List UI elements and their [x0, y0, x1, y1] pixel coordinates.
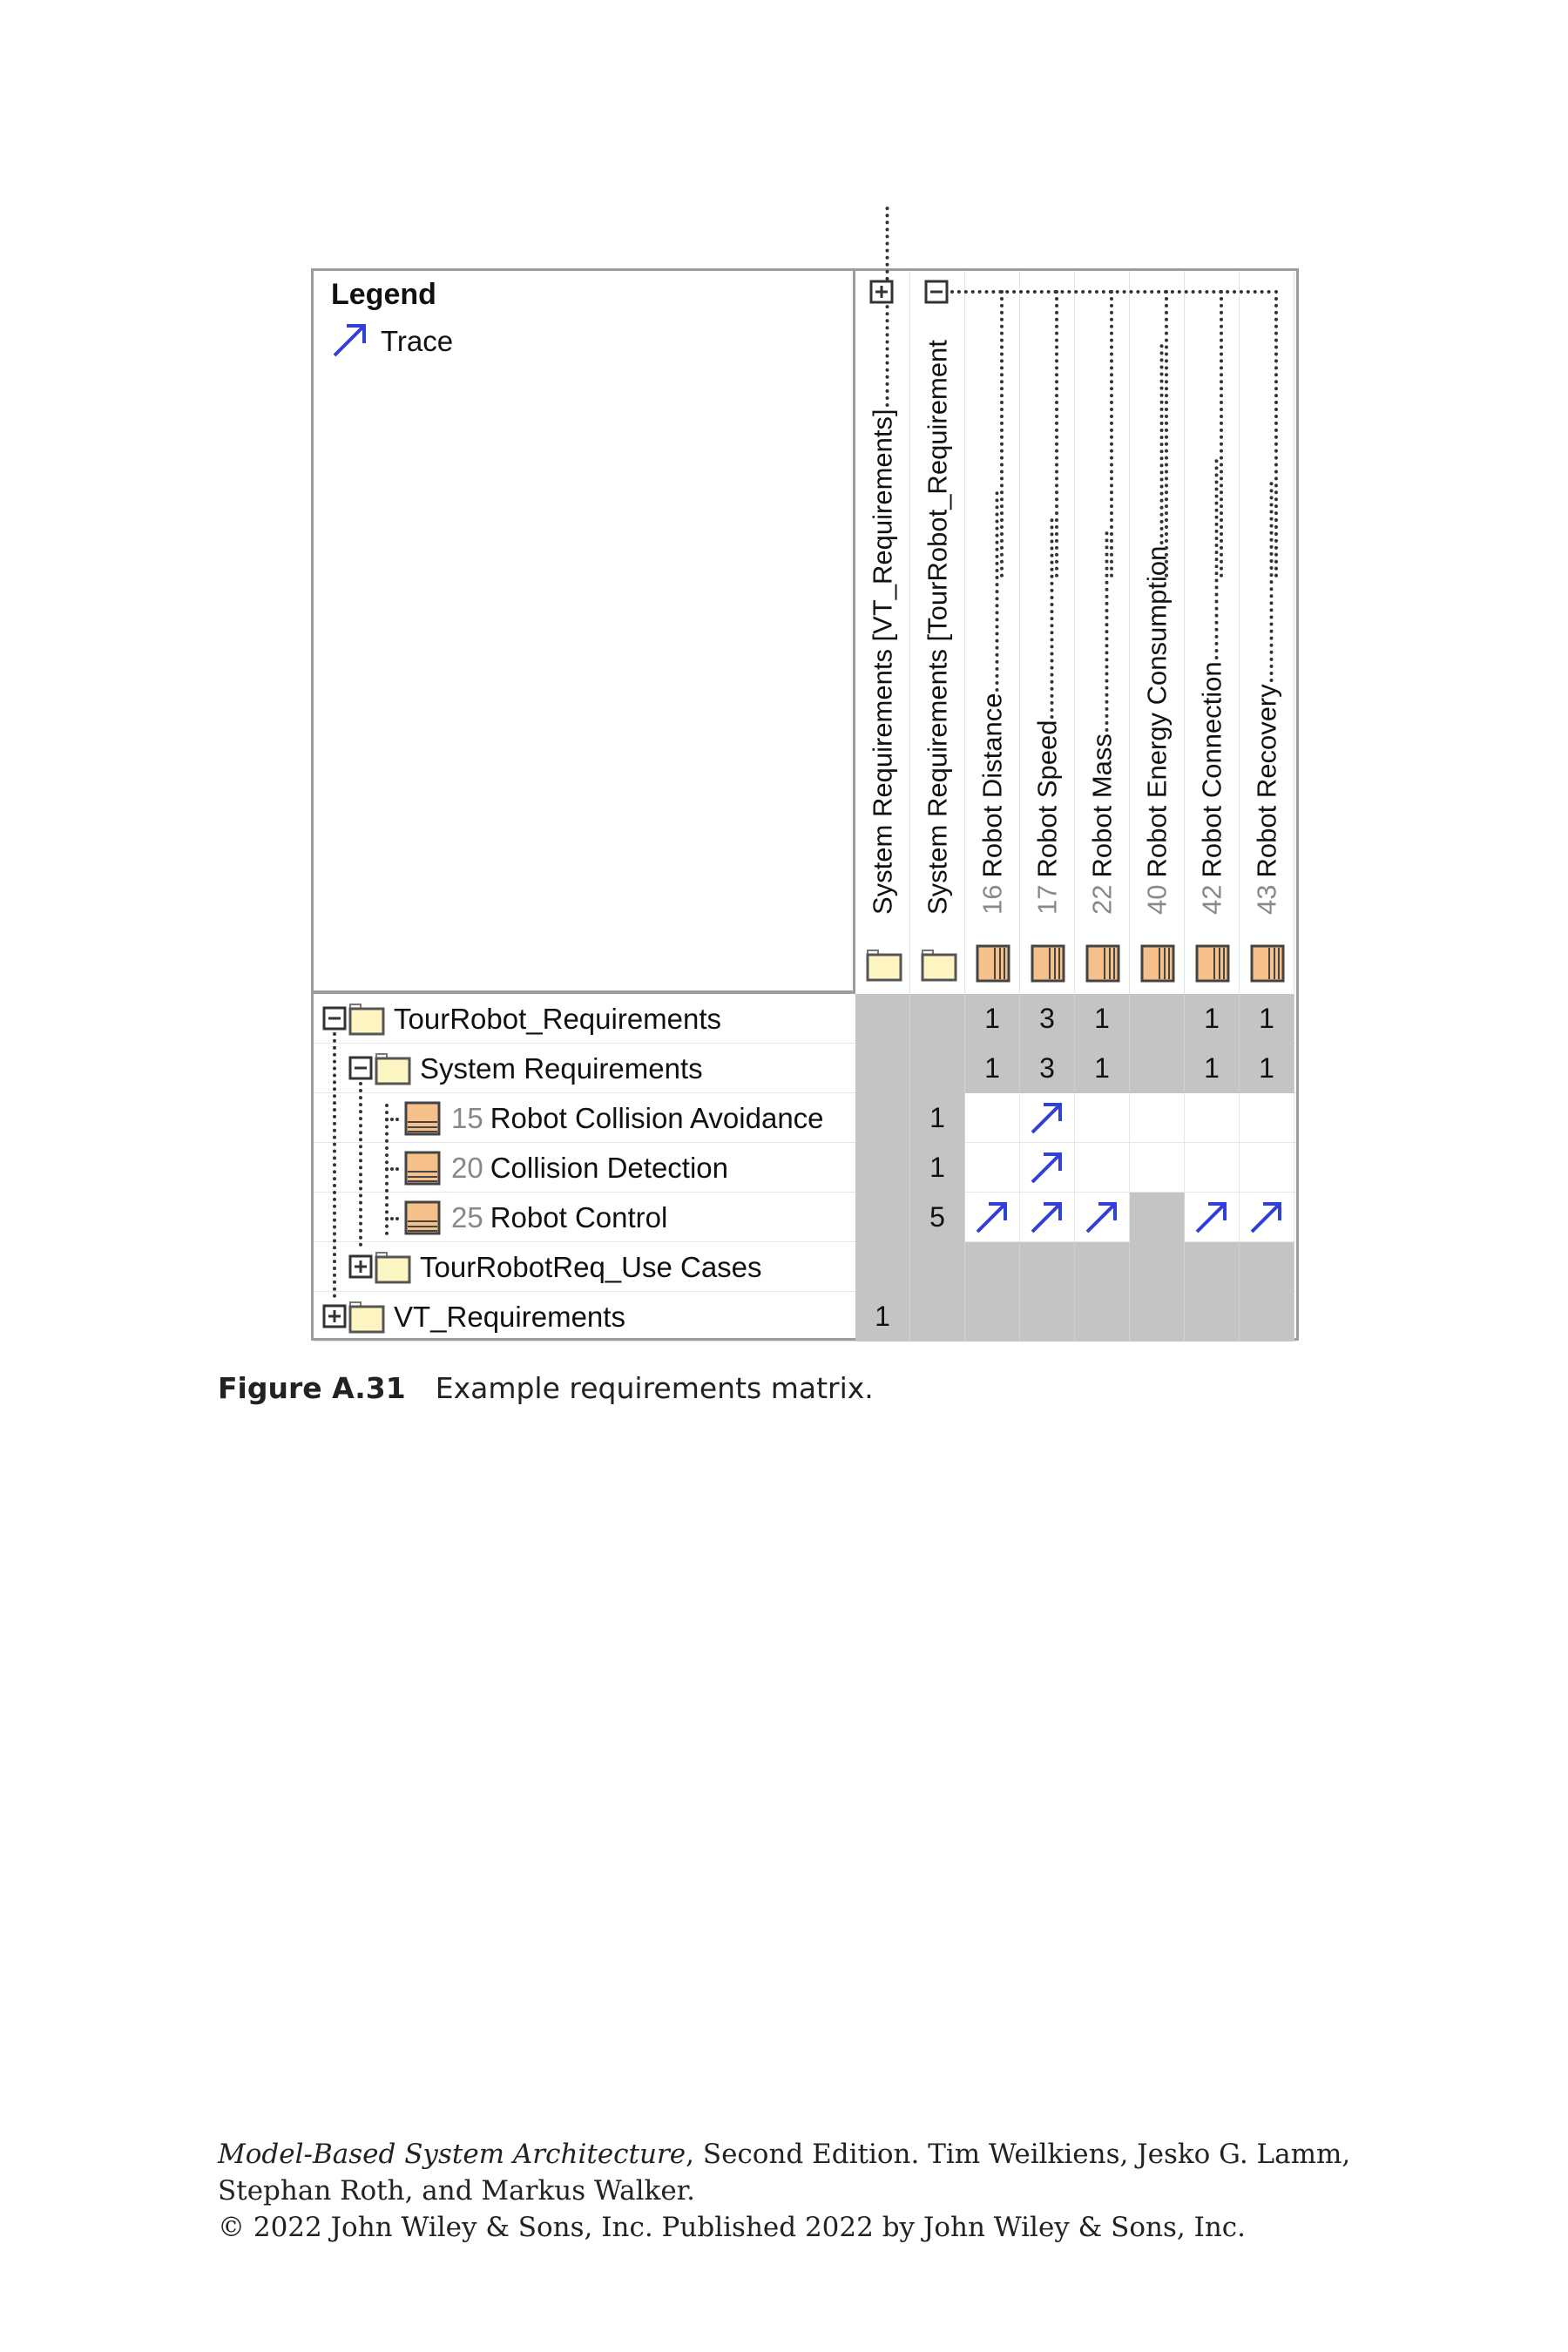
row-label	[394, 994, 721, 1044]
trace-arrow-icon	[331, 321, 369, 359]
matrix-cell[interactable]	[1240, 1143, 1294, 1193]
matrix-row[interactable]	[314, 1143, 1296, 1193]
matrix-row[interactable]	[314, 1044, 1296, 1093]
requirement-icon	[1250, 944, 1285, 983]
row-label	[394, 1292, 625, 1342]
matrix-cell[interactable]	[1185, 1044, 1240, 1093]
requirement-icon	[404, 1200, 441, 1235]
requirement-number: 22	[1086, 884, 1118, 915]
tree-connector	[1264, 482, 1273, 682]
requirement-number: 15	[451, 1102, 483, 1134]
matrix-cell[interactable]	[910, 1093, 965, 1143]
matrix-cell[interactable]	[1130, 1093, 1185, 1143]
cell-count: 1	[984, 1052, 1000, 1084]
folder-icon	[921, 948, 959, 983]
matrix-cell[interactable]	[1075, 1143, 1130, 1193]
matrix-row[interactable]	[314, 1242, 1296, 1292]
matrix-cell[interactable]	[1240, 994, 1294, 1044]
column-label: Robot Mass	[1086, 733, 1118, 878]
trace-arrow-icon	[1193, 1199, 1230, 1235]
cell-count: 1	[1204, 1052, 1220, 1084]
folder-icon	[866, 948, 904, 983]
row-tree-connector	[385, 1217, 399, 1220]
matrix-cell[interactable]	[1020, 1093, 1075, 1143]
column-header-c8[interactable]	[1240, 271, 1294, 994]
column-header-c1[interactable]	[855, 271, 910, 994]
matrix-cell[interactable]	[855, 994, 910, 1044]
requirement-number: 25	[451, 1201, 483, 1233]
requirement-icon	[976, 944, 1010, 983]
column-header-c7[interactable]	[1185, 271, 1240, 994]
row-label-text: Collision Detection	[490, 1152, 729, 1184]
column-tree-connector	[1165, 290, 1168, 578]
column-label: System Requirements [TourRobot_Requirement	[922, 340, 953, 915]
requirements-matrix	[311, 268, 1299, 1341]
tree-connector	[1209, 459, 1218, 659]
column-icon-wrapper	[1140, 944, 1175, 987]
requirement-icon	[404, 1101, 441, 1136]
matrix-row[interactable]	[314, 1093, 1296, 1143]
matrix-cell[interactable]	[855, 1193, 910, 1242]
matrix-cell[interactable]	[1075, 994, 1130, 1044]
row-label	[451, 1143, 728, 1193]
matrix-cell[interactable]	[965, 1292, 1020, 1342]
column-tree-connector	[1274, 290, 1278, 578]
legend-trace-label: Trace	[381, 325, 454, 357]
matrix-cell[interactable]	[855, 1242, 910, 1292]
matrix-cell[interactable]	[855, 1143, 910, 1193]
trace-arrow-icon	[1029, 1149, 1065, 1186]
column-tree-connector	[1220, 290, 1223, 578]
column-header-text	[1086, 531, 1118, 915]
matrix-cell[interactable]	[965, 1093, 1020, 1143]
matrix-cell[interactable]	[1075, 1242, 1130, 1292]
matrix-cell[interactable]	[910, 1143, 965, 1193]
matrix-row[interactable]	[314, 994, 1296, 1044]
matrix-cell[interactable]	[1020, 1242, 1075, 1292]
cell-count: 1	[1204, 1003, 1220, 1034]
caption-text: Example requirements matrix.	[435, 1371, 874, 1405]
folder-icon	[348, 1300, 387, 1335]
collapse-icon[interactable]	[924, 280, 949, 304]
requirement-number: 20	[451, 1152, 483, 1184]
requirement-number: 16	[977, 884, 1008, 915]
tree-connector	[1044, 518, 1053, 719]
collapse-icon[interactable]	[348, 1056, 373, 1080]
column-header-text	[924, 340, 951, 915]
matrix-cell[interactable]	[1020, 1143, 1075, 1193]
figure-caption	[218, 1371, 874, 1405]
row-label	[420, 1242, 762, 1292]
matrix-cell[interactable]	[1020, 994, 1075, 1044]
requirement-number: 42	[1196, 884, 1227, 915]
footer-line3: © 2022 John Wiley & Sons, Inc. Published 2022 by John Wiley & Sons, Inc.	[218, 2212, 1247, 2243]
legend-panel	[314, 271, 855, 994]
cell-count: 5	[929, 1201, 945, 1233]
column-header-c5[interactable]	[1075, 271, 1130, 994]
matrix-cell[interactable]	[1185, 1292, 1240, 1342]
tree-connector	[880, 206, 889, 407]
trace-arrow-icon	[1248, 1199, 1285, 1235]
column-header-c3[interactable]	[965, 271, 1020, 994]
cell-count: 1	[929, 1152, 945, 1183]
cell-count: 1	[1094, 1052, 1110, 1084]
matrix-row[interactable]	[314, 1193, 1296, 1242]
matrix-cell[interactable]	[910, 1292, 965, 1342]
row-label-text: System Requirements	[420, 1052, 703, 1085]
matrix-cell[interactable]	[1240, 1044, 1294, 1093]
cell-count: 1	[984, 1003, 1000, 1034]
legend-title: Legend	[331, 278, 436, 311]
matrix-cell[interactable]	[1130, 1143, 1185, 1193]
matrix-cell[interactable]	[965, 1242, 1020, 1292]
row-label	[420, 1044, 703, 1093]
expand-icon[interactable]	[869, 280, 894, 304]
column-label: Robot Energy Consumption	[1141, 545, 1173, 878]
column-icon-wrapper	[1085, 944, 1120, 987]
cell-count: 1	[1259, 1003, 1274, 1034]
cell-count: 1	[1094, 1003, 1110, 1034]
row-tree-connector	[359, 1082, 362, 1247]
column-header-c4[interactable]	[1020, 271, 1075, 994]
matrix-cell[interactable]	[1185, 1143, 1240, 1193]
row-tree-connector	[333, 1032, 336, 1298]
matrix-cell[interactable]	[1020, 1193, 1075, 1242]
requirement-icon	[1031, 944, 1065, 983]
column-header-c2[interactable]	[910, 271, 965, 994]
matrix-cell[interactable]	[1075, 1044, 1130, 1093]
column-header-text	[869, 206, 896, 915]
trace-arrow-icon	[974, 1199, 1010, 1235]
trace-arrow-icon	[1029, 1099, 1065, 1136]
column-tree-connector	[1055, 290, 1058, 578]
matrix-cell[interactable]	[910, 1193, 965, 1242]
matrix-cell[interactable]	[1185, 1242, 1240, 1292]
matrix-cell[interactable]	[855, 1044, 910, 1093]
column-header-c6[interactable]	[1130, 271, 1185, 994]
requirement-number: 17	[1031, 884, 1063, 915]
column-icon-wrapper	[976, 944, 1010, 987]
expand-icon[interactable]	[322, 1304, 347, 1328]
tree-connector	[990, 491, 998, 692]
matrix-cell[interactable]	[965, 994, 1020, 1044]
matrix-cell[interactable]	[1130, 994, 1185, 1044]
expand-icon[interactable]	[348, 1254, 373, 1279]
matrix-cell[interactable]	[1185, 1193, 1240, 1242]
matrix-cell[interactable]	[910, 1044, 965, 1093]
matrix-cell[interactable]	[855, 1093, 910, 1143]
requirement-icon	[1140, 944, 1175, 983]
cell-count: 1	[875, 1301, 890, 1332]
matrix-cell[interactable]	[910, 1242, 965, 1292]
requirement-number: 40	[1141, 884, 1173, 915]
column-icon-wrapper	[1031, 944, 1065, 987]
cell-count: 1	[1259, 1052, 1274, 1084]
cell-count: 3	[1039, 1052, 1055, 1084]
folder-icon	[348, 1002, 387, 1037]
matrix-cell[interactable]	[965, 1044, 1020, 1093]
matrix-cell[interactable]	[1130, 1193, 1185, 1242]
matrix-cell[interactable]	[1130, 1044, 1185, 1093]
folder-icon	[375, 1250, 413, 1285]
row-label	[451, 1093, 824, 1143]
matrix-cell[interactable]	[1130, 1242, 1185, 1292]
collapse-icon[interactable]	[322, 1006, 347, 1031]
column-icon-wrapper	[1250, 944, 1285, 987]
row-label-text: Robot Control	[490, 1201, 668, 1233]
row-label-text: VT_Requirements	[394, 1301, 625, 1333]
column-tree-connector	[1000, 290, 1004, 578]
row-label	[451, 1193, 667, 1242]
matrix-cell[interactable]	[1240, 1093, 1294, 1143]
matrix-cell[interactable]	[1075, 1193, 1130, 1242]
column-label: Robot Recovery	[1251, 684, 1282, 878]
requirement-number: 43	[1251, 884, 1282, 915]
tree-connector	[1154, 344, 1163, 544]
requirement-icon	[404, 1151, 441, 1186]
column-tree-connector	[1110, 290, 1113, 578]
row-label-text: TourRobotReq_Use Cases	[420, 1251, 762, 1283]
matrix-row[interactable]	[314, 1292, 1296, 1342]
matrix-cell[interactable]	[1020, 1292, 1075, 1342]
requirement-icon	[1195, 944, 1230, 983]
book-title: Model-Based System Architecture	[218, 2139, 686, 2170]
column-label: Robot Connection	[1196, 661, 1227, 878]
footer-line1: , Second Edition. Tim Weilkiens, Jesko G. Lamm,	[686, 2139, 1351, 2170]
matrix-cell[interactable]	[1240, 1292, 1294, 1342]
row-label-text: Robot Collision Avoidance	[490, 1102, 824, 1134]
trace-arrow-icon	[1029, 1199, 1065, 1235]
matrix-cell[interactable]	[1075, 1292, 1130, 1342]
matrix-cell[interactable]	[1185, 1093, 1240, 1143]
trace-arrow-icon	[1084, 1199, 1120, 1235]
column-icon-wrapper	[1195, 944, 1230, 987]
requirement-icon	[1085, 944, 1120, 983]
column-icon-wrapper	[866, 948, 904, 987]
folder-icon	[375, 1051, 413, 1086]
matrix-cell[interactable]	[1075, 1093, 1130, 1143]
matrix-cell[interactable]	[1240, 1193, 1294, 1242]
matrix-cell[interactable]	[965, 1193, 1020, 1242]
copyright-footer	[218, 2136, 1350, 2246]
matrix-cell[interactable]	[1185, 994, 1240, 1044]
column-label: System Requirements [VT_Requirements]	[867, 409, 898, 915]
caption-label: Figure A.31	[218, 1371, 406, 1405]
matrix-cell[interactable]	[1240, 1242, 1294, 1292]
tree-connector	[1099, 531, 1108, 732]
cell-count: 1	[929, 1102, 945, 1133]
cell-count: 3	[1039, 1003, 1055, 1034]
matrix-cell[interactable]	[1020, 1044, 1075, 1093]
column-label: Robot Distance	[977, 693, 1008, 878]
matrix-cell[interactable]	[1130, 1292, 1185, 1342]
matrix-cell[interactable]	[855, 1292, 910, 1342]
matrix-cell[interactable]	[965, 1143, 1020, 1193]
row-tree-connector	[385, 1118, 399, 1121]
column-label: Robot Speed	[1031, 720, 1063, 878]
row-tree-connector	[385, 1167, 399, 1171]
matrix-cell[interactable]	[910, 994, 965, 1044]
footer-line2: Stephan Roth, and Markus Walker.	[218, 2175, 695, 2207]
column-icon-wrapper	[921, 948, 959, 987]
row-label-text: TourRobot_Requirements	[394, 1003, 722, 1035]
